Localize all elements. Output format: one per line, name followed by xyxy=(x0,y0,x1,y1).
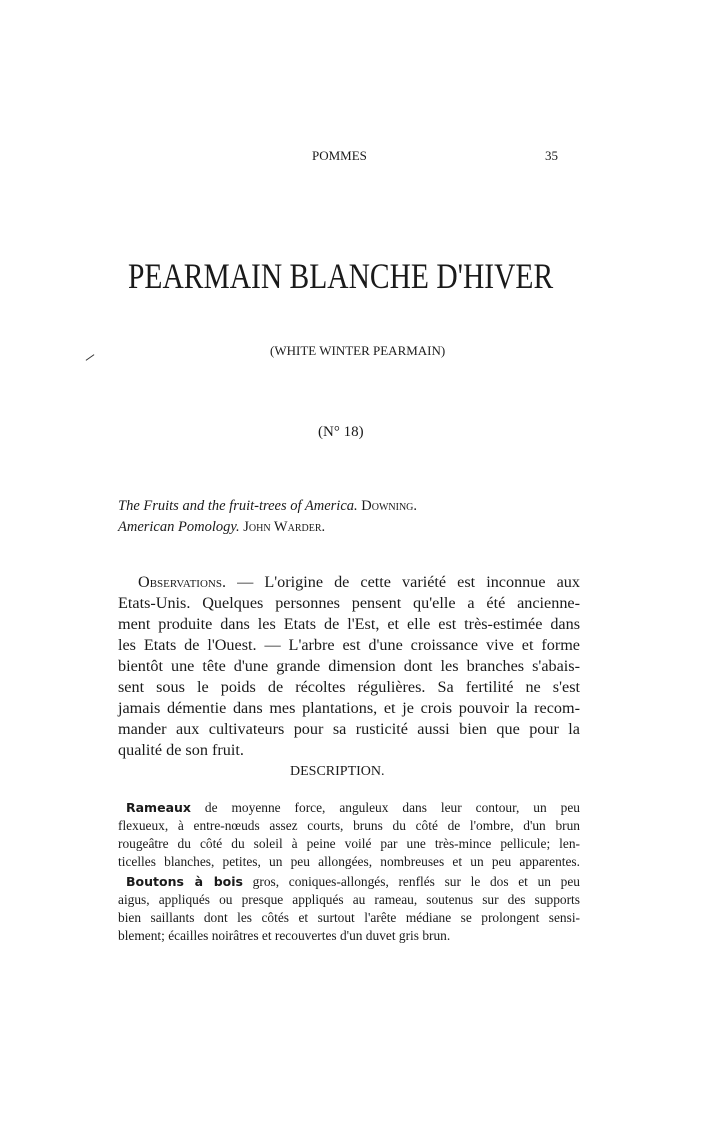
reference-work: American Pomology. xyxy=(118,519,240,535)
text-line: qualité de son fruit. xyxy=(118,741,244,759)
text-line: bien saillants dont les côtés et surtout l'arête médiane se prolongent sensi- xyxy=(118,910,580,925)
reference-work: The Fruits and the fruit-trees of America. xyxy=(118,498,358,514)
text-line: les Etats de l'Ouest. — L'arbre est d'une croissance vive et forme xyxy=(118,636,580,654)
text-line: jamais démentie dans mes plantations, et je crois pouvoir la recom- xyxy=(118,699,580,717)
scan-mark xyxy=(86,354,95,361)
text-line: ment produite dans les Etats de l'Est, et elle est très-estimée dans xyxy=(118,615,580,633)
rameaux-label: Rameaux xyxy=(126,800,191,815)
reference xyxy=(118,498,417,515)
variety-number: (N° 18) xyxy=(318,424,364,440)
text-line: Etats-Unis. Quelques personnes pensent qu'elle a été ancienne- xyxy=(118,594,580,612)
text-span: — L'origine de cette variété est inconnue aux xyxy=(237,573,580,591)
text-line xyxy=(126,874,580,890)
text-line: sent sous le poids de récoltes régulières. Sa fertilité ne s'est xyxy=(118,678,580,696)
text-span: de moyenne force, anguleux dans leur contour, un peu xyxy=(204,800,580,815)
text-line xyxy=(126,800,580,816)
boutons-label: Boutons à bois xyxy=(126,874,243,889)
text-line: ticelles blanches, petites, un peu allongées, nombreuses et un peu apparentes. xyxy=(118,854,580,869)
reference-author: Downing. xyxy=(361,498,418,514)
subtitle: (WHITE WINTER PEARMAIN) xyxy=(270,343,446,358)
text-span: gros, coniques-allongés, renflés sur le dos et un peu xyxy=(252,874,580,889)
reference-author: John Warder. xyxy=(243,519,326,535)
text-line xyxy=(138,573,580,592)
text-line: blement; écailles noirâtres et recouvertes d'un duvet gris brun. xyxy=(118,928,451,943)
text-line: flexueux, à entre-nœuds assez courts, bruns du côté de l'ombre, d'un brun xyxy=(118,818,580,833)
text-line: aigus, appliqués ou presque appliqués au rameau, soutenus sur des supports xyxy=(118,892,580,907)
text-line: rougeâtre du côté du soleil à peine voilé par une très-mince pellicule; len- xyxy=(118,836,580,851)
page-title: PEARMAIN BLANCHE D'HIVER xyxy=(128,256,554,296)
reference xyxy=(118,519,325,536)
running-title: POMMES xyxy=(312,148,367,163)
description-heading: DESCRIPTION. xyxy=(290,764,385,779)
text-line: bientôt une tête d'une grande dimension dont les branches s'abais- xyxy=(118,657,580,675)
page-number: 35 xyxy=(545,148,558,163)
text-line: mander aux cultivateurs pour sa rusticité aussi bien que pour la xyxy=(118,720,580,738)
observations-label: Observations. xyxy=(138,573,227,591)
